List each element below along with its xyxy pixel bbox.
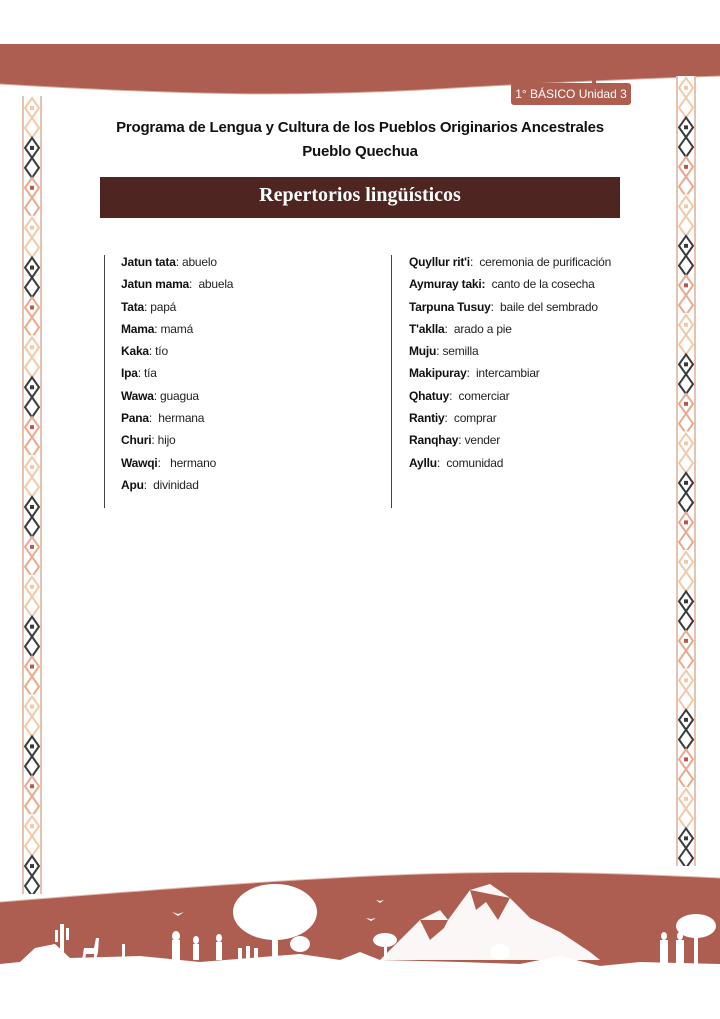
vocab-term: Makipuray xyxy=(409,366,467,381)
vocab-separator: : xyxy=(143,477,154,492)
vocab-item xyxy=(121,456,381,478)
andean-textile-border-icon xyxy=(676,76,696,866)
vocab-item xyxy=(121,433,381,455)
vocab-separator: : xyxy=(153,388,161,403)
vocab-item xyxy=(121,344,381,366)
vocab-separator: : xyxy=(444,411,454,426)
vocab-meaning: papá xyxy=(150,299,177,314)
vocab-term: Ayllu xyxy=(409,455,437,470)
vocab-separator: : xyxy=(148,344,156,359)
vocab-term: Pana xyxy=(121,411,149,426)
vocab-term: Qhatuy xyxy=(409,388,450,403)
vocab-term: Aymuray taki: xyxy=(409,277,486,292)
vocab-separator: : xyxy=(444,321,454,336)
people-title: Pueblo Quechua xyxy=(302,143,418,160)
vocab-meaning: tío xyxy=(155,344,168,359)
vocab-item xyxy=(409,433,639,455)
vocab-separator: : xyxy=(469,255,480,269)
vocab-separator: : xyxy=(458,433,465,448)
vocab-item xyxy=(121,322,381,344)
vocab-separator: : xyxy=(449,388,459,403)
vocab-item xyxy=(409,322,639,344)
vocab-term: Wawa xyxy=(121,388,154,403)
vocabulary-list-family xyxy=(104,255,381,508)
vocabulary-list-culture xyxy=(391,255,639,508)
vocab-meaning: semilla xyxy=(442,344,479,359)
vocab-item xyxy=(409,255,639,277)
vocab-item xyxy=(121,300,381,322)
vocab-term: Tata xyxy=(121,299,144,314)
vocab-item xyxy=(121,255,381,277)
vocab-term: Apu xyxy=(121,477,144,492)
vocab-meaning: baile del sembrado xyxy=(500,299,598,314)
vocab-meaning: abuela xyxy=(198,277,234,292)
program-title: Programa de Lengua y Cultura de los Pueblos Originarios Ancestrales xyxy=(116,119,604,136)
vocab-separator: : xyxy=(143,299,151,314)
vocab-item xyxy=(409,300,639,322)
vocab-separator: : xyxy=(466,366,476,381)
andean-textile-border-icon xyxy=(22,96,42,894)
vocab-separator: : xyxy=(490,299,501,314)
vocab-item xyxy=(121,389,381,411)
vocab-meaning: tía xyxy=(144,366,157,381)
vocab-term: Mama xyxy=(121,321,155,336)
vocab-separator: : xyxy=(436,455,447,470)
vocab-item xyxy=(121,366,381,388)
vocab-item xyxy=(121,277,381,299)
vocab-separator: : xyxy=(151,433,158,448)
vocab-meaning: ceremonia de purificación xyxy=(479,255,612,269)
vocab-meaning: vender xyxy=(464,433,501,448)
vocab-term: Quyllur rit'i xyxy=(409,255,470,269)
vocab-meaning: hermana xyxy=(158,411,205,426)
vocab-term: T'aklla xyxy=(409,321,445,336)
vocab-meaning: abuelo xyxy=(181,255,217,269)
vocab-separator: : xyxy=(189,277,199,292)
andean-landscape-silhouette-icon xyxy=(0,840,720,980)
vocab-item xyxy=(409,389,639,411)
vocab-item xyxy=(121,478,381,500)
vocab-separator: : xyxy=(137,366,145,381)
vocab-term: Ipa xyxy=(121,366,138,381)
unit-badge: 1° BÁSICO Unidad 3 xyxy=(511,83,631,105)
vocab-term: Churi xyxy=(121,433,152,448)
vocab-separator: : xyxy=(148,411,159,426)
vocab-term: Rantiy xyxy=(409,411,445,426)
vocab-meaning: comunidad xyxy=(446,455,504,470)
vocab-separator: : xyxy=(154,321,161,336)
vocab-separator: : xyxy=(436,344,443,359)
vocab-meaning: mamá xyxy=(160,321,194,336)
vocab-meaning: intercambiar xyxy=(475,366,540,381)
vocab-term: Jatun tata xyxy=(121,255,176,269)
vocab-term: Tarpuna Tusuy xyxy=(409,299,491,314)
vocab-term: Muju xyxy=(409,344,437,359)
vocab-meaning: canto de la cosecha xyxy=(491,277,595,292)
vocab-item xyxy=(409,411,639,433)
vocab-item xyxy=(409,366,639,388)
vocab-item xyxy=(121,411,381,433)
vocab-separator: : xyxy=(157,455,171,470)
vocab-meaning: hermano xyxy=(170,455,217,470)
vocab-item xyxy=(409,344,639,366)
vocab-term: Kaka xyxy=(121,344,149,359)
vocab-meaning: divinidad xyxy=(153,477,199,492)
vocab-meaning: comerciar xyxy=(458,388,510,403)
vocab-meaning: hijo xyxy=(157,433,176,448)
vocab-item xyxy=(409,277,639,299)
vocab-meaning: arado a pie xyxy=(453,321,512,336)
vocab-meaning: comprar xyxy=(453,411,497,426)
document-header xyxy=(100,116,620,164)
vocab-term: Jatun mama xyxy=(121,277,190,292)
vocab-separator: : xyxy=(175,255,182,269)
vocab-meaning: guagua xyxy=(160,388,199,403)
section-title: Repertorios lingüísticos xyxy=(100,177,620,218)
vocab-term: Ranqhay xyxy=(409,433,459,448)
vocab-term: Wawqi xyxy=(121,455,158,470)
vocab-item xyxy=(409,456,639,478)
